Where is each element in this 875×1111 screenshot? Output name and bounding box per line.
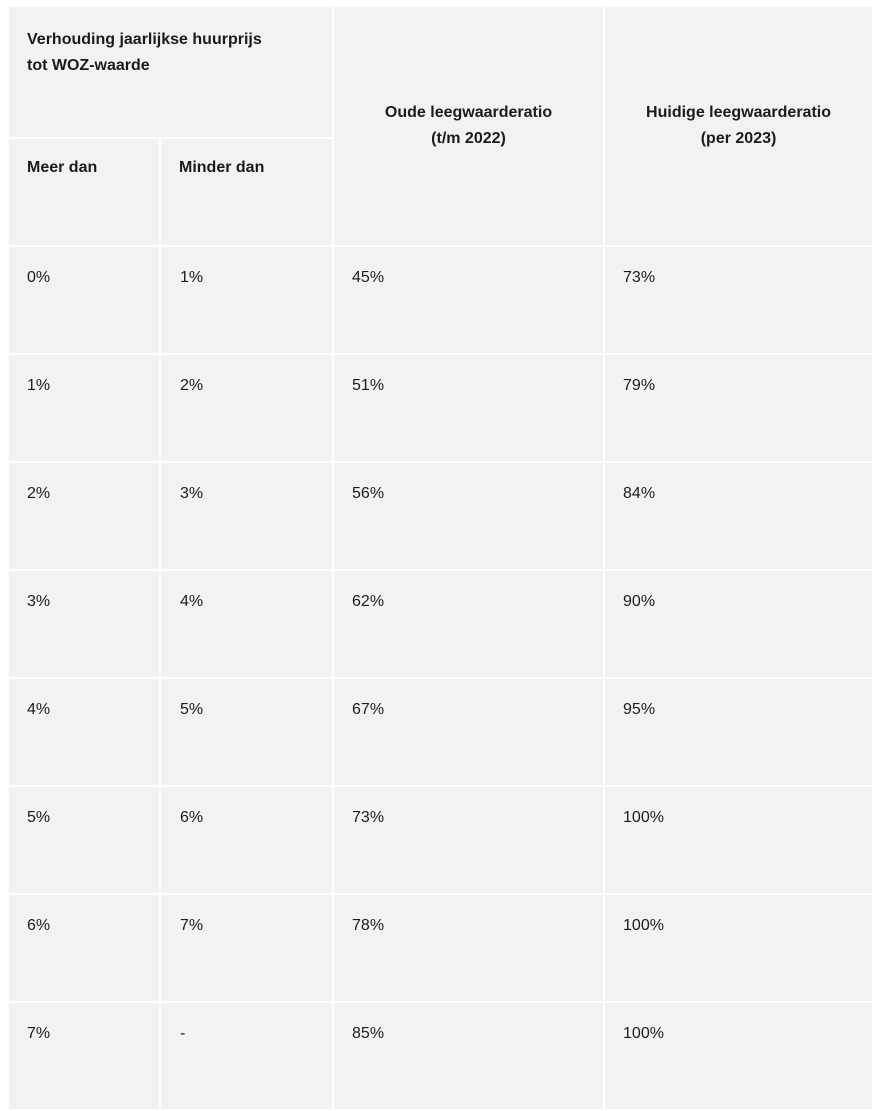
- cell-meer-dan: 7%: [8, 1002, 160, 1110]
- table-body: [8, 246, 873, 1110]
- header-ratio-group: [8, 6, 333, 138]
- table-header: [8, 6, 873, 246]
- cell-meer-dan: 3%: [8, 570, 160, 678]
- cell-minder-dan: 1%: [160, 246, 333, 354]
- cell-minder-dan: 5%: [160, 678, 333, 786]
- table-row: [8, 246, 873, 354]
- cell-old-ratio: 73%: [333, 786, 604, 894]
- cell-old-ratio: 62%: [333, 570, 604, 678]
- table-row: [8, 462, 873, 570]
- cell-minder-dan: 7%: [160, 894, 333, 1002]
- cell-minder-dan: 2%: [160, 354, 333, 462]
- table-row: [8, 1002, 873, 1110]
- cell-old-ratio: 56%: [333, 462, 604, 570]
- cell-current-ratio: 95%: [604, 678, 873, 786]
- cell-old-ratio: 85%: [333, 1002, 604, 1110]
- cell-meer-dan: 4%: [8, 678, 160, 786]
- cell-meer-dan: 0%: [8, 246, 160, 354]
- cell-meer-dan: 2%: [8, 462, 160, 570]
- cell-current-ratio: 73%: [604, 246, 873, 354]
- cell-meer-dan: 5%: [8, 786, 160, 894]
- cell-old-ratio: 51%: [333, 354, 604, 462]
- cell-current-ratio: 100%: [604, 786, 873, 894]
- cell-minder-dan: -: [160, 1002, 333, 1110]
- table-row: [8, 354, 873, 462]
- header-old-ratio: [333, 6, 604, 246]
- cell-current-ratio: 100%: [604, 894, 873, 1002]
- cell-minder-dan: 3%: [160, 462, 333, 570]
- cell-minder-dan: 6%: [160, 786, 333, 894]
- header-minder-dan-label: Minder dan: [179, 159, 265, 176]
- cell-current-ratio: 100%: [604, 1002, 873, 1110]
- cell-old-ratio: 78%: [333, 894, 604, 1002]
- header-meer-dan: [8, 138, 160, 246]
- table-row: [8, 894, 873, 1002]
- cell-old-ratio: 67%: [333, 678, 604, 786]
- header-current-ratio-label: Huidige leegwaarderatio (per 2023): [646, 104, 831, 147]
- cell-current-ratio: 90%: [604, 570, 873, 678]
- header-current-ratio: [604, 6, 873, 246]
- table-row: [8, 786, 873, 894]
- cell-current-ratio: 79%: [604, 354, 873, 462]
- header-minder-dan: [160, 138, 333, 246]
- header-ratio-group-label: Verhouding jaarlijkse huurprijs tot WOZ-waarde: [27, 31, 262, 74]
- header-meer-dan-label: Meer dan: [27, 159, 98, 176]
- table-row: [8, 570, 873, 678]
- cell-old-ratio: 45%: [333, 246, 604, 354]
- cell-current-ratio: 84%: [604, 462, 873, 570]
- cell-minder-dan: 4%: [160, 570, 333, 678]
- header-old-ratio-label: Oude leegwaarderatio (t/m 2022): [384, 104, 553, 147]
- cell-meer-dan: 6%: [8, 894, 160, 1002]
- leegwaarderatio-table: [7, 5, 874, 1111]
- table-row: [8, 678, 873, 786]
- cell-meer-dan: 1%: [8, 354, 160, 462]
